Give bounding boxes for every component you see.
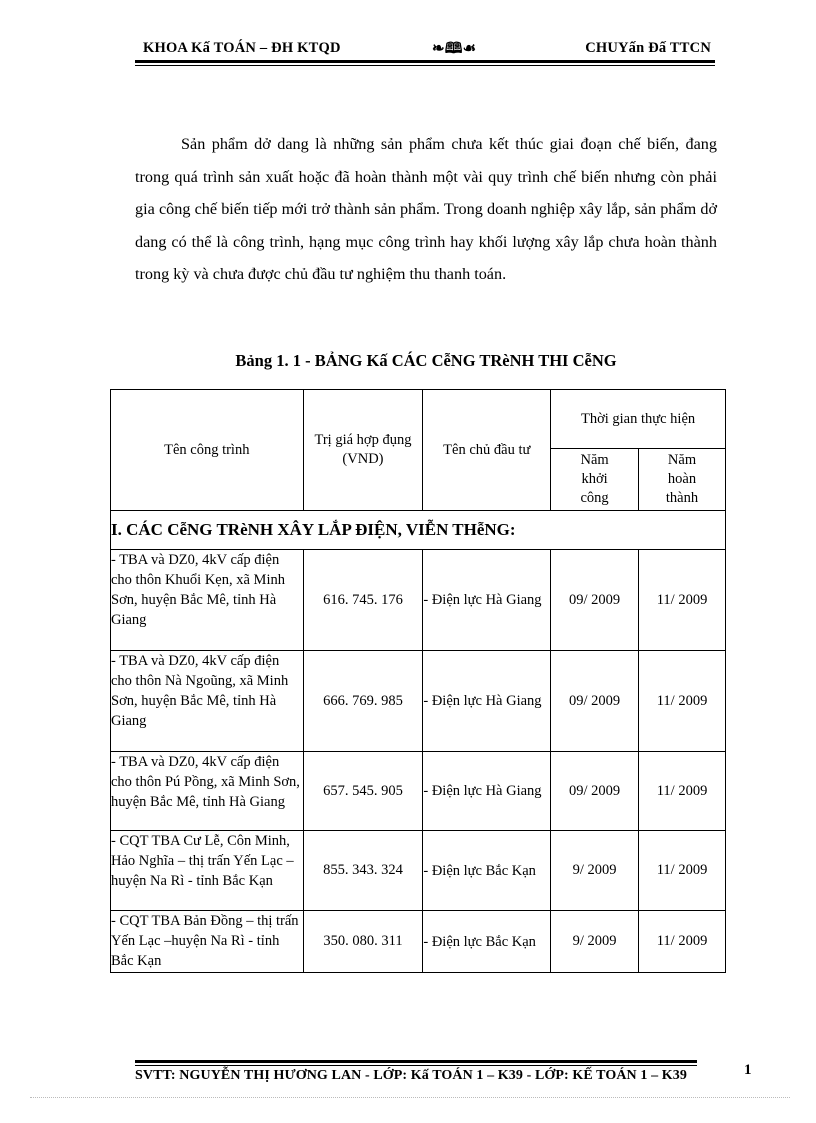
row-value: 657. 545. 905 xyxy=(303,752,423,831)
header-faculty: KHOA Kấ TOÁN – ĐH KTQD xyxy=(143,40,341,56)
header-ornament-icon: ❧🕮☙ xyxy=(432,41,477,57)
row-owner: - Điện lực Hà Giang xyxy=(423,550,551,651)
table-row xyxy=(111,550,726,651)
row-value: 616. 745. 176 xyxy=(303,550,423,651)
row-owner: - Điện lực Hà Giang xyxy=(423,651,551,752)
header-end: Năm hoàn thành xyxy=(639,449,726,511)
row-start: 9/ 2009 xyxy=(551,831,639,911)
row-owner: - Điện lực Hà Giang xyxy=(423,752,551,831)
header-name: Tên công trình xyxy=(111,390,304,511)
row-end: 11/ 2009 xyxy=(639,911,726,973)
row-name: - TBA và DZ0, 4kV cấp điện cho thôn Pú Pồng, xã Minh Sơn, huyện Bắc Mê, tỉnh Hà Giang xyxy=(111,752,304,831)
row-name: - CQT TBA Bản Đồng – thị trấn Yến Lạc –huyện Na Rì - tỉnh Bắc Kạn xyxy=(111,911,304,973)
row-value: 666. 769. 985 xyxy=(303,651,423,752)
header-rule-thin xyxy=(135,65,715,66)
row-end: 11/ 2009 xyxy=(639,831,726,911)
row-name: - CQT TBA Cư Lễ, Côn Minh, Hảo Nghĩa – thị trấn Yến Lạc –huyện Na Rì - tỉnh Bắc Kạn xyxy=(111,831,304,911)
table-row xyxy=(111,651,726,752)
page-header xyxy=(135,38,715,62)
footer-rule-thick xyxy=(135,1060,697,1063)
row-end: 11/ 2009 xyxy=(639,752,726,831)
footer-rule-thin xyxy=(135,1065,697,1066)
row-owner: - Điện lực Bắc Kạn xyxy=(423,831,551,911)
row-value: 350. 080. 311 xyxy=(303,911,423,973)
header-start: Năm khởi công xyxy=(551,449,639,511)
header-rule-thick xyxy=(135,60,715,63)
header-time: Thời gian thực hiện xyxy=(551,390,726,449)
works-table xyxy=(110,389,726,973)
section-title: I. CÁC CễNG TRèNH XÂY LẮP ĐIỆN, VIỄN THễNG: xyxy=(111,511,726,550)
body-paragraph-text: Sản phẩm dở dang là những sản phẩm chưa kết thúc giai đoạn chế biến, đang trong quá trình sản xuất hoặc đã hoàn thành một vài quy trình chế biến nhưng còn phải gia công chế biến tiếp mới trở thành sản phẩm. Trong doanh nghiệp xây lắp, sản phẩm dở dang có thể là công trình, hạng mục công trình hay khối lượng xây lắp chưa hoàn thành trong kỳ và chưa được chủ đầu tư nghiệm thu thanh toán. xyxy=(135,135,717,284)
row-start: 09/ 2009 xyxy=(551,651,639,752)
header-owner: Tên chủ đầu tư xyxy=(423,390,551,511)
header-topic: CHUYấn Đấ TTCN xyxy=(585,40,711,56)
page-number: 1 xyxy=(744,1062,752,1078)
body-paragraph xyxy=(135,128,717,291)
table-row xyxy=(111,911,726,973)
table-row xyxy=(111,752,726,831)
row-start: 09/ 2009 xyxy=(551,550,639,651)
row-start: 9/ 2009 xyxy=(551,911,639,973)
row-value: 855. 343. 324 xyxy=(303,831,423,911)
page-bottom-divider xyxy=(30,1097,790,1098)
table-row xyxy=(111,831,726,911)
header-value: Trị giá hợp đụng (VND) xyxy=(303,390,423,511)
row-owner: - Điện lực Bắc Kạn xyxy=(423,911,551,973)
row-name: - TBA và DZ0, 4kV cấp điện cho thôn Khuổi Kẹn, xã Minh Sơn, huyện Bắc Mê, tỉnh Hà Giang xyxy=(111,550,304,651)
page-footer: SVTT: NGUYỄN THỊ HƯƠNG LAN - LỚP: Kấ TOÁN 1 – K39 - LỚP: KẾ TOÁN 1 – K39 xyxy=(135,1068,687,1083)
row-end: 11/ 2009 xyxy=(639,550,726,651)
row-end: 11/ 2009 xyxy=(639,651,726,752)
row-start: 09/ 2009 xyxy=(551,752,639,831)
row-name: - TBA và DZ0, 4kV cấp điện cho thôn Nà Ngoũng, xã Minh Sơn, huyện Bắc Mê, tỉnh Hà Giang xyxy=(111,651,304,752)
table-caption: Bảng 1. 1 - BẢNG Kấ CÁC CễNG TRèNH THI CễNG xyxy=(235,351,617,370)
